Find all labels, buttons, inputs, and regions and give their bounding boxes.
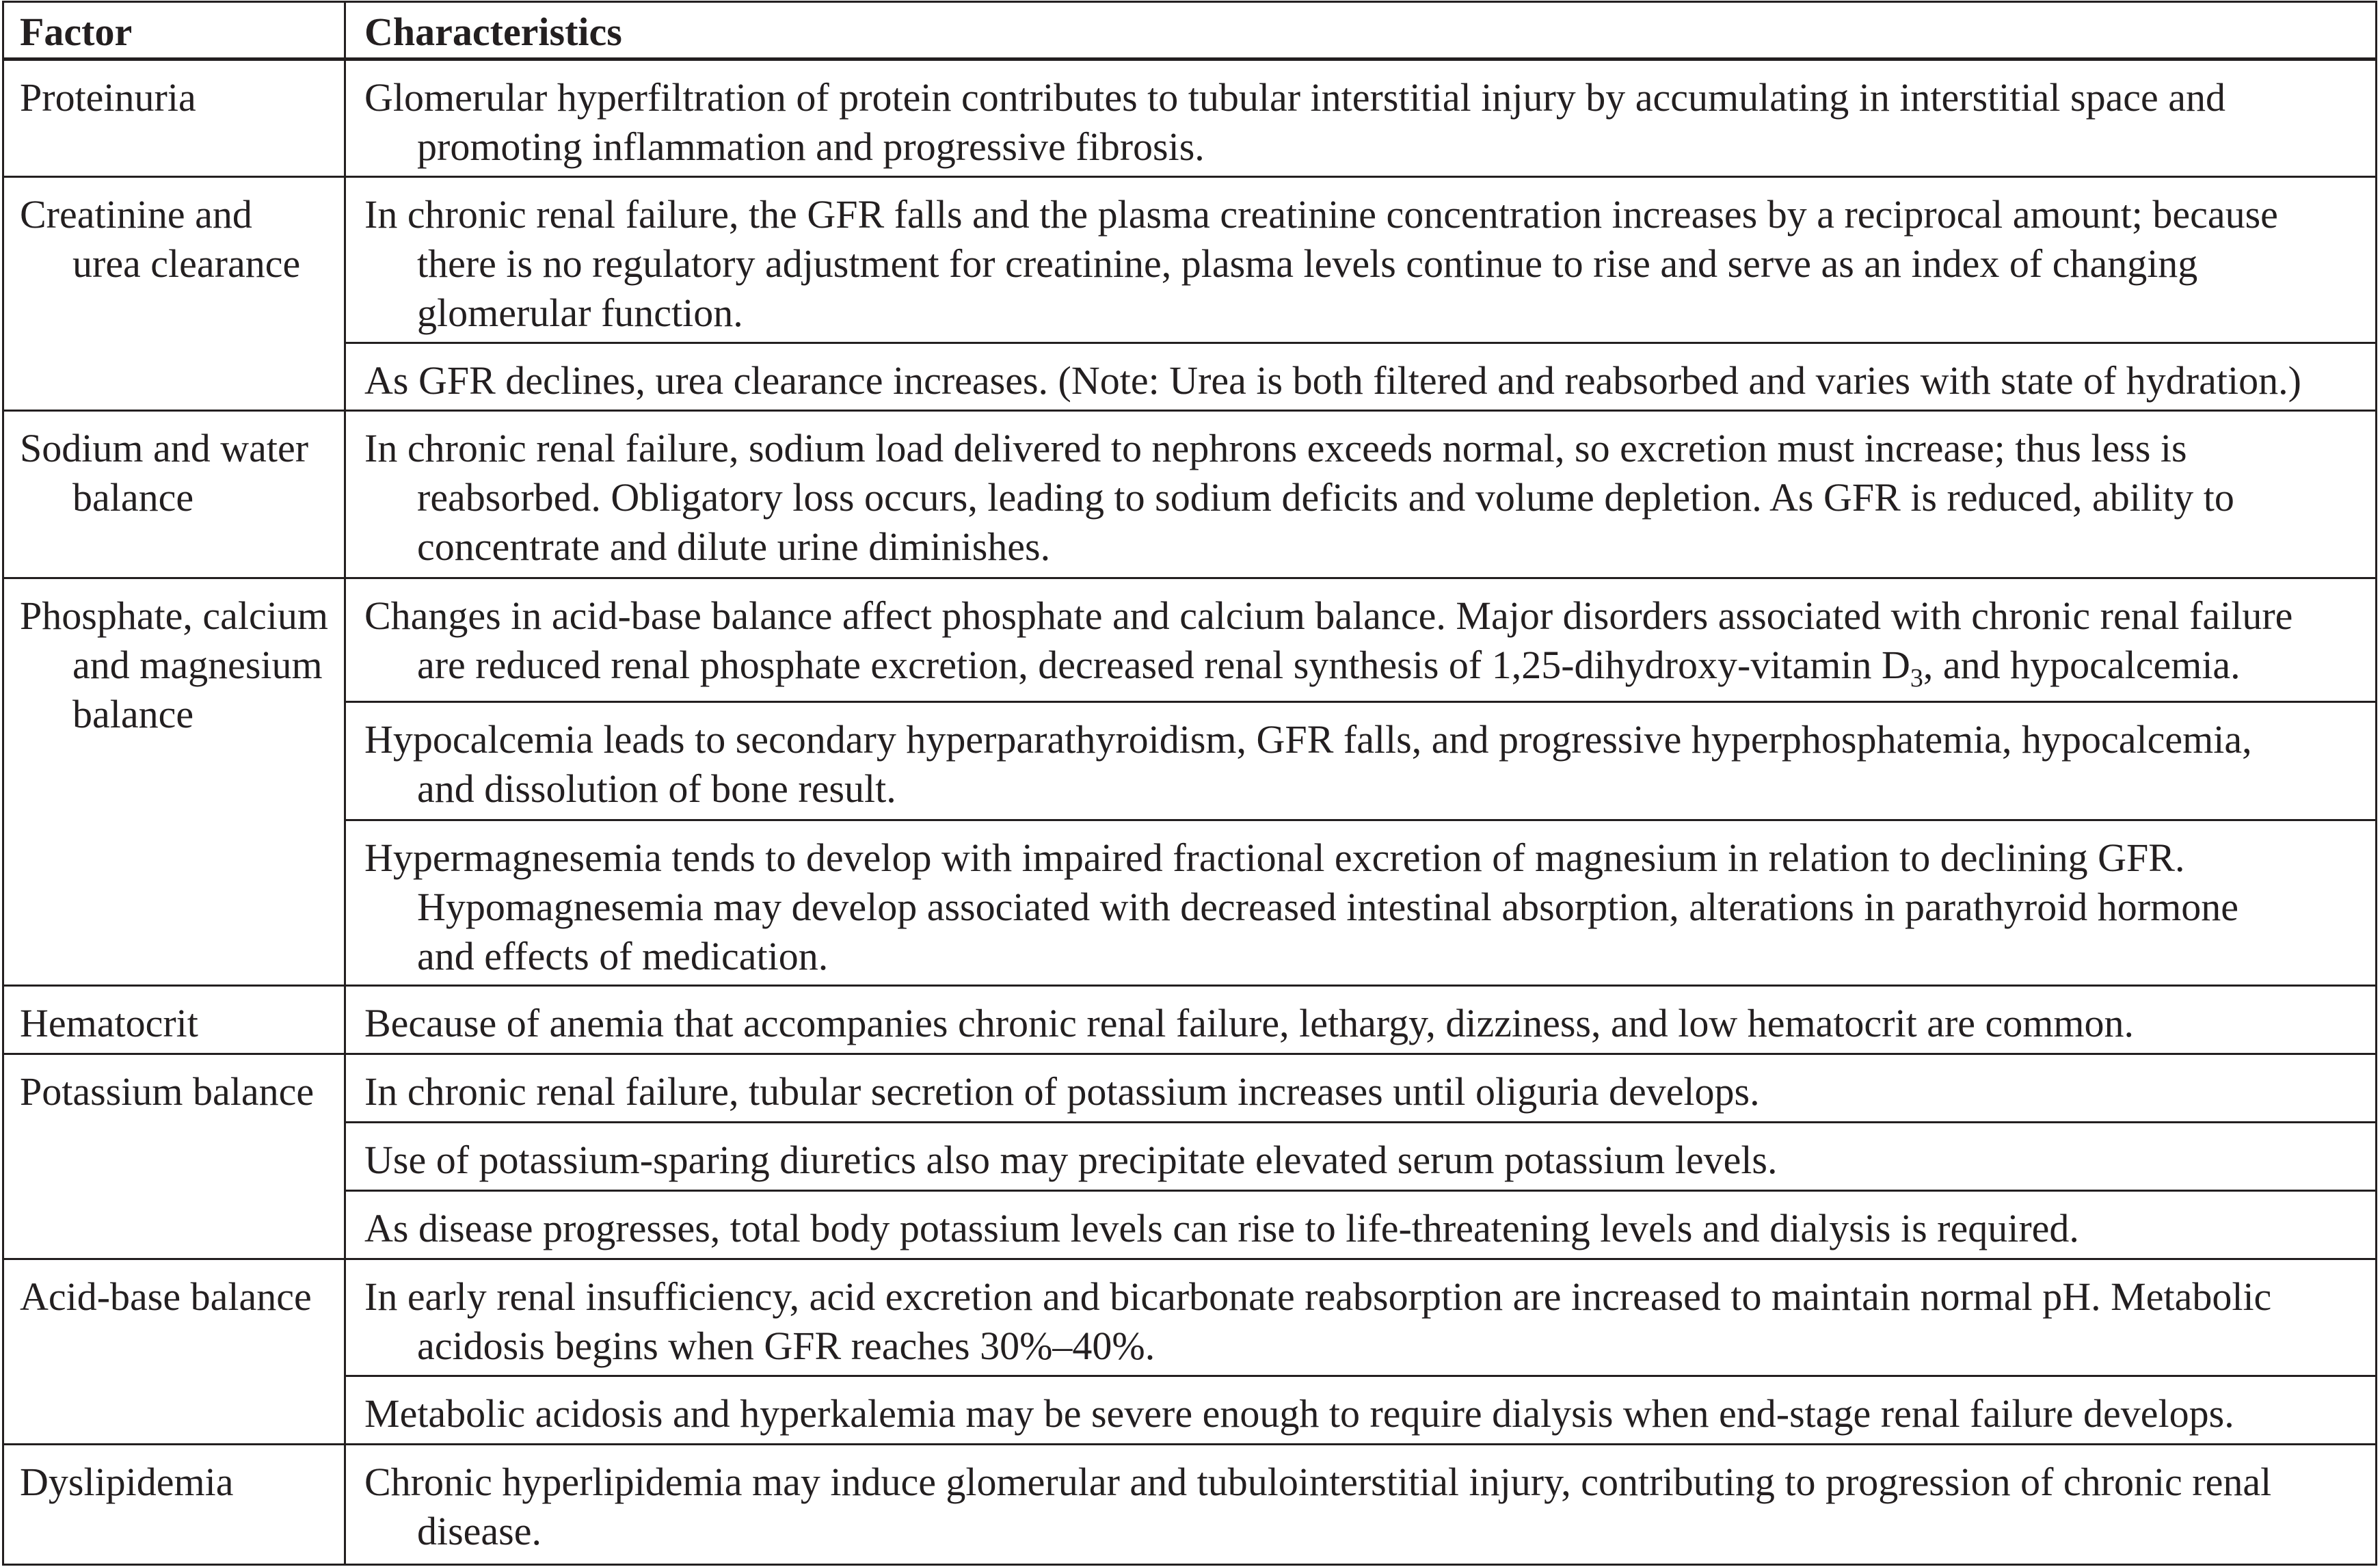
factor-label: Creatinine and [20, 192, 252, 237]
column-header-label: Factor [20, 10, 133, 54]
characteristics-text-line: Glomerular hyperfiltration of protein contributes to tubular interstitial injury by accumulating in interstitial space and [364, 75, 2226, 120]
characteristics-text-line: Use of potassium-sparing diuretics also may precipitate elevated serum potassium levels. [364, 1138, 1778, 1182]
line-text: , and hypocalcemia. [1923, 643, 2241, 687]
factor-cell-proteinuria [4, 61, 346, 178]
factor-cell-dyslipidemia [4, 1445, 346, 1564]
characteristics-text-line: and dissolution of bone result. [417, 766, 896, 811]
renal-failure-factors-table [2, 1, 2377, 1566]
characteristics-text-line: In chronic renal failure, sodium load delivered to nephrons exceeds normal, so excretion must increase; thus less is [364, 426, 2187, 470]
characteristics-text-line: there is no regulatory adjustment for creatinine, plasma levels continue to rise and serve as an index of changing [417, 241, 2198, 286]
characteristics-text-line: In chronic renal failure, tubular secretion of potassium increases until oliguria develops. [364, 1069, 1760, 1114]
characteristics-cell-acid-base-2 [346, 1377, 2375, 1445]
characteristics-cell-phosphate-3 [346, 821, 2375, 987]
characteristics-cell-phosphate-2 [346, 703, 2375, 821]
characteristics-cell-acid-base-1 [346, 1260, 2375, 1377]
characteristics-text-line: reabsorbed. Obligatory loss occurs, leading to sodium deficits and volume depletion. As GFR is reduced, ability to [417, 475, 2234, 520]
column-header-factor [4, 3, 346, 61]
factor-cell-hematocrit [4, 987, 346, 1055]
factor-label: balance [72, 692, 194, 736]
line-text: are reduced renal phosphate excretion, decreased renal synthesis of 1,25-dihydroxy-vitamin D [417, 643, 1910, 687]
characteristics-cell-potassium-2 [346, 1123, 2375, 1192]
characteristics-text-line: Hypomagnesemia may develop associated with decreased intestinal absorption, alterations in parathyroid hormone [417, 885, 2238, 929]
column-header-label: Characteristics [364, 10, 622, 54]
factor-cell-sodium-water [4, 412, 346, 579]
factor-label: Proteinuria [20, 75, 196, 120]
characteristics-text-line: Metabolic acidosis and hyperkalemia may be severe enough to require dialysis when end-stage renal failure develops. [364, 1391, 2234, 1436]
characteristics-text-line: promoting inflammation and progressive fibrosis. [417, 124, 1205, 169]
characteristics-text-line: Hypermagnesemia tends to develop with impaired fractional excretion of magnesium in relation to declining GFR. [364, 835, 2185, 880]
characteristics-text-line: glomerular function. [417, 291, 743, 335]
factor-label: urea clearance [72, 241, 301, 286]
characteristics-text-line: and effects of medication. [417, 934, 829, 978]
factor-cell-acid-base [4, 1260, 346, 1445]
subscript: 3 [1910, 664, 1923, 693]
characteristics-text-line: Chronic hyperlipidemia may induce glomerular and tubulointerstitial injury, contributing to progression of chronic renal [364, 1460, 2272, 1504]
characteristics-text-line: Because of anemia that accompanies chronic renal failure, lethargy, dizziness, and low hematocrit are common. [364, 1001, 2134, 1045]
characteristics-cell-dyslipidemia [346, 1445, 2375, 1564]
factor-label: Acid-base balance [20, 1274, 312, 1319]
characteristics-cell-hematocrit [346, 987, 2375, 1055]
characteristics-text-line: Changes in acid-base balance affect phosphate and calcium balance. Major disorders associated with chronic renal failure [364, 593, 2293, 638]
factor-label: and magnesium [72, 643, 323, 687]
characteristics-text-line [364, 641, 2370, 693]
factor-label: Dyslipidemia [20, 1460, 234, 1504]
factor-cell-creatinine-urea [4, 178, 346, 412]
factor-label: Phosphate, calcium [20, 593, 329, 638]
column-header-characteristics [346, 3, 2375, 61]
characteristics-cell-potassium-3 [346, 1192, 2375, 1260]
characteristics-cell-potassium-1 [346, 1055, 2375, 1123]
characteristics-text-line: concentrate and dilute urine diminishes. [417, 524, 1051, 569]
characteristics-cell-sodium-water [346, 412, 2375, 579]
characteristics-text-line: As disease progresses, total body potassium levels can rise to life-threatening levels and dialysis is required. [364, 1206, 2079, 1250]
characteristics-cell-phosphate-1 [346, 579, 2375, 703]
characteristics-text-line: In early renal insufficiency, acid excretion and bicarbonate reabsorption are increased to maintain normal pH. Metabolic [364, 1274, 2272, 1319]
factor-cell-phosphate-calcium-magnesium [4, 579, 346, 987]
factor-label: Potassium balance [20, 1069, 315, 1114]
characteristics-text-line: Hypocalcemia leads to secondary hyperparathyroidism, GFR falls, and progressive hyperphosphatemia, hypocalcemia, [364, 717, 2252, 762]
characteristics-text-line: acidosis begins when GFR reaches 30%–40%. [417, 1324, 1155, 1368]
characteristics-cell-creatinine-1 [346, 178, 2375, 344]
characteristics-text-line: In chronic renal failure, the GFR falls and the plasma creatinine concentration increases by a reciprocal amount; because [364, 192, 2278, 237]
characteristics-cell-creatinine-2 [346, 344, 2375, 412]
factor-label: balance [72, 475, 194, 520]
characteristics-cell-proteinuria [346, 61, 2375, 178]
factor-label: Hematocrit [20, 1001, 198, 1045]
factor-cell-potassium [4, 1055, 346, 1260]
characteristics-text-line: disease. [417, 1509, 541, 1553]
factor-label: Sodium and water [20, 426, 309, 470]
characteristics-text-line: As GFR declines, urea clearance increases. (Note: Urea is both filtered and reabsorbed and varies with state of hydration.) [364, 358, 2301, 403]
